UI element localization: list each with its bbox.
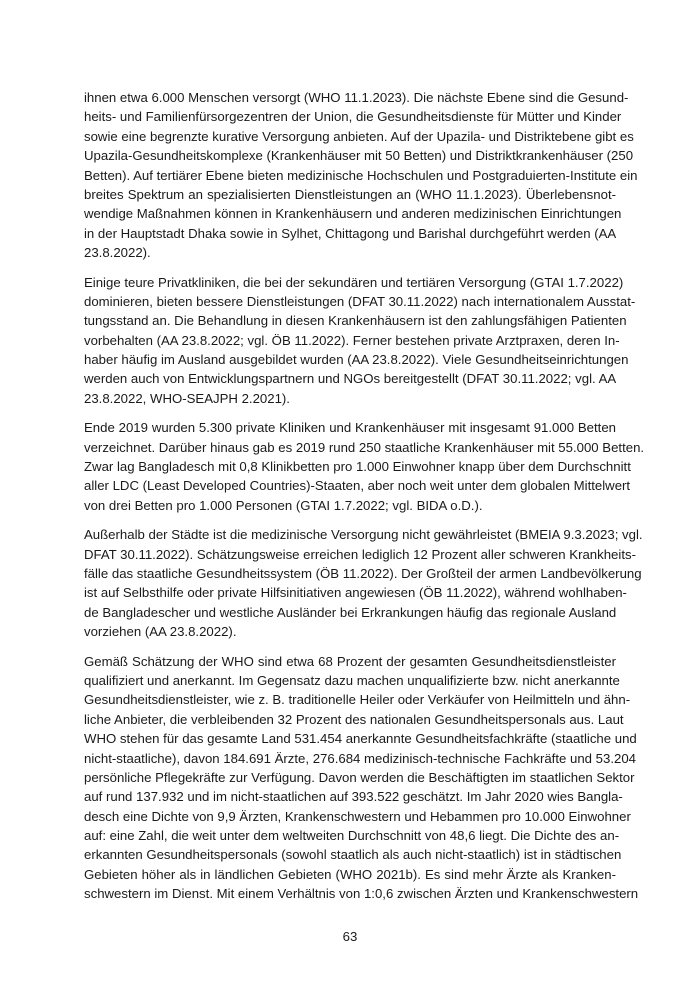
text-line: 23.8.2022). xyxy=(84,245,151,261)
text-line: fälle das staatliche Gesundheitssystem (ÖB 11.2022). Der Großteil der armen Landbevölkerung xyxy=(84,565,642,581)
text-line: breites Spektrum an spezialisierten Dienstleistungen an (WHO 11.1.2023). Überlebensnot- xyxy=(84,186,616,202)
text-line: Zwar lag Bangladesch mit 0,8 Klinikbetten pro 1.000 Einwohner knapp über dem Durchschnitt xyxy=(84,459,631,475)
text-line: vorziehen (AA 23.8.2022). xyxy=(84,624,237,640)
text-line: auf: eine Zahl, die weit unter dem weltweiten Durchschnitt von 48,6 liegt. Die Dichte des an- xyxy=(84,828,620,844)
paragraph xyxy=(84,273,636,409)
page-number: 63 xyxy=(342,929,358,944)
text-line: de Bangladescher und westliche Ausländer bei Erkrankungen häufig das regionale Ausland xyxy=(84,604,617,620)
text-line: Gebieten höher als in ländlichen Gebieten (WHO 2021b). Es sind mehr Ärzte als Kranken- xyxy=(84,866,616,882)
text-line: heits- und Familienfürsorgezentren der Union, die Gesundheitsdienste für Mütter und Kinder xyxy=(84,109,622,125)
paragraph xyxy=(84,418,645,515)
text-line: Ende 2019 wurden 5.300 private Kliniken und Krankenhäuser mit insgesamt 91.000 Betten xyxy=(84,420,616,436)
text-line: Gemäß Schätzung der WHO sind etwa 68 Prozent der gesamten Gesundheitsdienstleister xyxy=(84,653,616,669)
text-line: ihnen etwa 6.000 Menschen versorgt (WHO 11.1.2023). Die nächste Ebene sind die Gesund- xyxy=(84,90,629,105)
text-line: schwestern im Dienst. Mit einem Verhältnis von 1:0,6 zwischen Ärzten und Krankenschwestern xyxy=(84,886,639,902)
text-line: liche Anbieter, die verbleibenden 32 Prozent des nationalen Gesundheitspersonals aus. Laut xyxy=(84,711,624,727)
paragraph xyxy=(84,525,643,641)
text-line: 23.8.2022, WHO-SEAJPH 2.2021). xyxy=(84,390,290,406)
text-line: sowie eine begrenzte kurative Versorgung anbieten. Auf der Upazila- und Distriktebene gibt es xyxy=(84,128,634,144)
document-body xyxy=(84,88,645,914)
text-line: DFAT 30.11.2022). Schätzungsweise erreichen lediglich 12 Prozent aller schweren Krankheits- xyxy=(84,546,636,562)
text-line: WHO stehen für das gesamte Land 531.454 anerkannte Gesundheitsfachkräfte (staatliche und xyxy=(84,731,637,747)
text-line: Upazila-Gesundheitskomplexe (Krankenhäuser mit 50 Betten) und Distriktkrankenhäuser (250 xyxy=(84,148,634,164)
text-line: erkannten Gesundheitspersonals (sowohl staatlich als auch nicht-staatlich) ist in städtischen xyxy=(84,847,622,863)
text-line: verzeichnet. Darüber hinaus gab es 2019 rund 250 staatliche Krankenhäuser mit 55.000 Betten. xyxy=(84,439,645,455)
text-line: qualifiziert und anerkannt. Im Gegensatz dazu machen unqualifizierte bzw. nicht anerkannte xyxy=(84,672,620,688)
text-line: Außerhalb der Städte ist die medizinische Versorgung nicht gewährleistet (BMEIA 9.3.2023; vgl. xyxy=(84,527,643,543)
text-line: dominieren, bieten bessere Dienstleistungen (DFAT 30.11.2022) nach internationalem Ausstat- xyxy=(84,293,636,309)
paragraph xyxy=(84,88,638,263)
text-line: wendige Maßnahmen können in Krankenhäusern und anderen medizinischen Einrichtungen xyxy=(84,206,622,222)
text-line: persönliche Pflegekräfte zur Verfügung. Davon werden die Beschäftigten im staatlichen Sektor xyxy=(84,769,635,785)
text-line: ist auf Selbsthilfe oder private Hilfsinitiativen angewiesen (ÖB 11.2022), während wohlhaben- xyxy=(84,585,627,601)
text-line: nicht-staatliche), davon 184.691 Ärzte, 276.684 medizinisch-technische Fachkräfte und 53.204 xyxy=(84,750,637,766)
text-line: desch eine Dichte von 9,9 Ärzten, Krankenschwestern und Hebammen pro 10.000 Einwohner xyxy=(84,808,631,824)
text-line: auf rund 137.932 und im nicht-staatlichen auf 393.522 geschätzt. Im Jahr 2020 wies Bangla- xyxy=(84,789,623,805)
text-line: aller LDC (Least Developed Countries)-Staaten, aber noch weit unter dem globalen Mittelwert xyxy=(84,478,631,494)
text-line: Betten). Auf tertiärer Ebene bieten medizinische Hochschulen und Postgraduierten-Institute ein xyxy=(84,167,638,183)
paragraph xyxy=(84,652,639,904)
text-line: von drei Betten pro 1.000 Personen (GTAI 1.7.2022; vgl. BIDA o.D.). xyxy=(84,497,483,513)
text-line: Einige teure Privatkliniken, die bei der sekundären und tertiären Versorgung (GTAI 1.7.2022) xyxy=(84,274,624,290)
text-line: werden auch von Entwicklungspartnern und NGOs bereitgestellt (DFAT 30.11.2022; vgl. AA xyxy=(84,371,617,387)
text-line: Gesundheitsdienstleister, wie z. B. traditionelle Heiler oder Verkäufer von Heilmitteln und ähn- xyxy=(84,692,631,708)
text-line: haber häufig im Ausland ausgebildet wurden (AA 23.8.2022). Viele Gesundheitseinrichtungen xyxy=(84,352,629,368)
text-line: tungsstand an. Die Behandlung in diesen Krankenhäusern ist den zahlungsfähigen Patienten xyxy=(84,313,627,329)
text-line: vorbehalten (AA 23.8.2022; vgl. ÖB 11.2022). Ferner bestehen private Arztpraxen, deren In- xyxy=(84,332,620,348)
text-line: in der Hauptstadt Dhaka sowie in Sylhet, Chittagong und Barishal durchgeführt werden (AA xyxy=(84,225,617,241)
